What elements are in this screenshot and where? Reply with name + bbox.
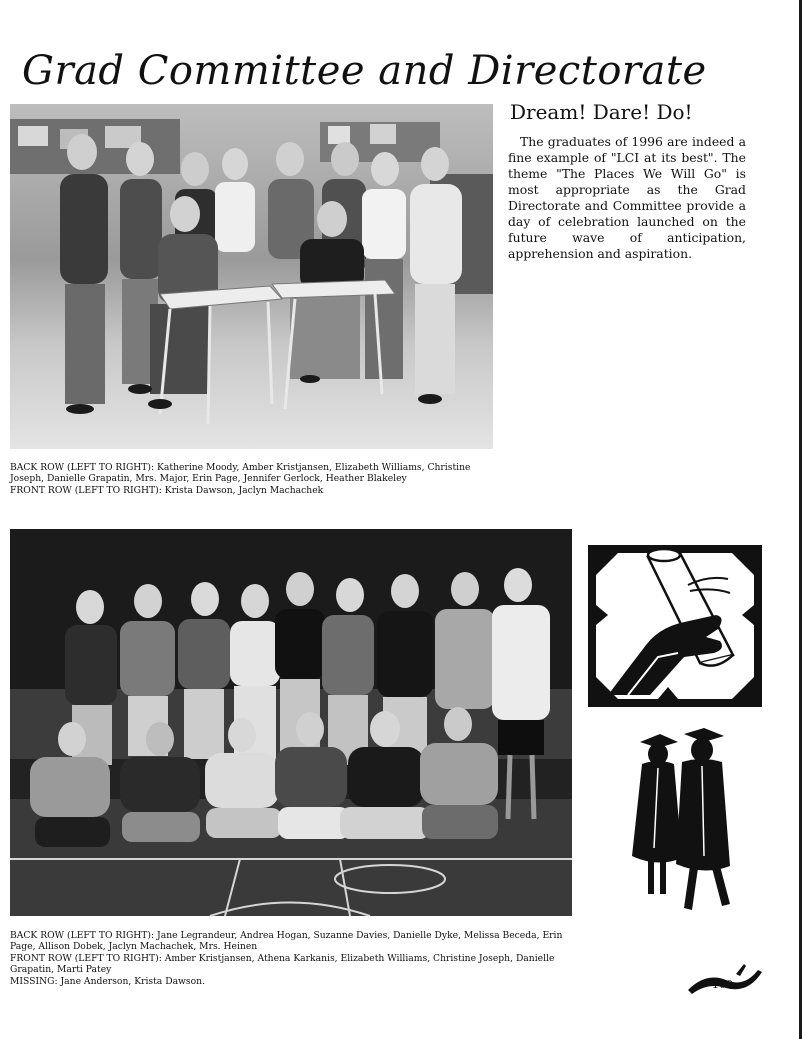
page-title: Grad Committee and Directorate bbox=[22, 48, 707, 94]
graduates-silhouette-icon bbox=[612, 728, 736, 918]
diploma-scroll-icon bbox=[588, 545, 762, 707]
group-photo-classroom bbox=[10, 104, 493, 449]
photo-caption-gym bbox=[10, 930, 575, 987]
photo-caption-classroom bbox=[10, 462, 495, 496]
caption-front-row-names: Amber Kristjansen, Athena Karkanis, Elizabeth Williams, Christine Joseph, Danielle Grapatin, Marti Patey bbox=[10, 952, 555, 976]
caption-front-row-names: Krista Dawson, Jaclyn Machachek bbox=[164, 484, 324, 496]
article-heading: Dream! Dare! Do! bbox=[510, 100, 693, 124]
caption-back-row-label: BACK ROW (LEFT TO RIGHT): bbox=[10, 462, 155, 473]
caption-back-row-label: BACK ROW (LEFT TO RIGHT): bbox=[10, 930, 155, 941]
group-photo-gym bbox=[10, 529, 572, 916]
caption-front-row-label: FRONT ROW (LEFT TO RIGHT): bbox=[10, 952, 162, 964]
page-number: 109 bbox=[712, 978, 733, 991]
caption-missing-names: Jane Anderson, Krista Dawson. bbox=[60, 975, 205, 987]
article-body: The graduates of 1996 are indeed a fine example of "LCI at its best". The theme "The Places We Will Go" is most appropriate as the Grad Directorate and Committee provide a day of celebration launched on the future wave of anticipation, apprehension and aspiration. bbox=[508, 134, 746, 261]
caption-front-row-label: FRONT ROW (LEFT TO RIGHT): bbox=[10, 484, 162, 496]
caption-missing-label: MISSING: bbox=[10, 975, 58, 987]
caption-back-row-names: Katherine Moody, Amber Kristjansen, Elizabeth Williams, Christine Joseph, Danielle Grapatin, Mrs. Major, Erin Page, Jennifer Gerlock, Heather Blakeley bbox=[10, 462, 471, 485]
caption-back-row-names: Jane Legrandeur, Andrea Hogan, Suzanne Davies, Danielle Dyke, Melissa Beceda, Erin Page, Allison Dobek, Jaclyn Machachek, Mrs. Heinen bbox=[10, 930, 563, 953]
